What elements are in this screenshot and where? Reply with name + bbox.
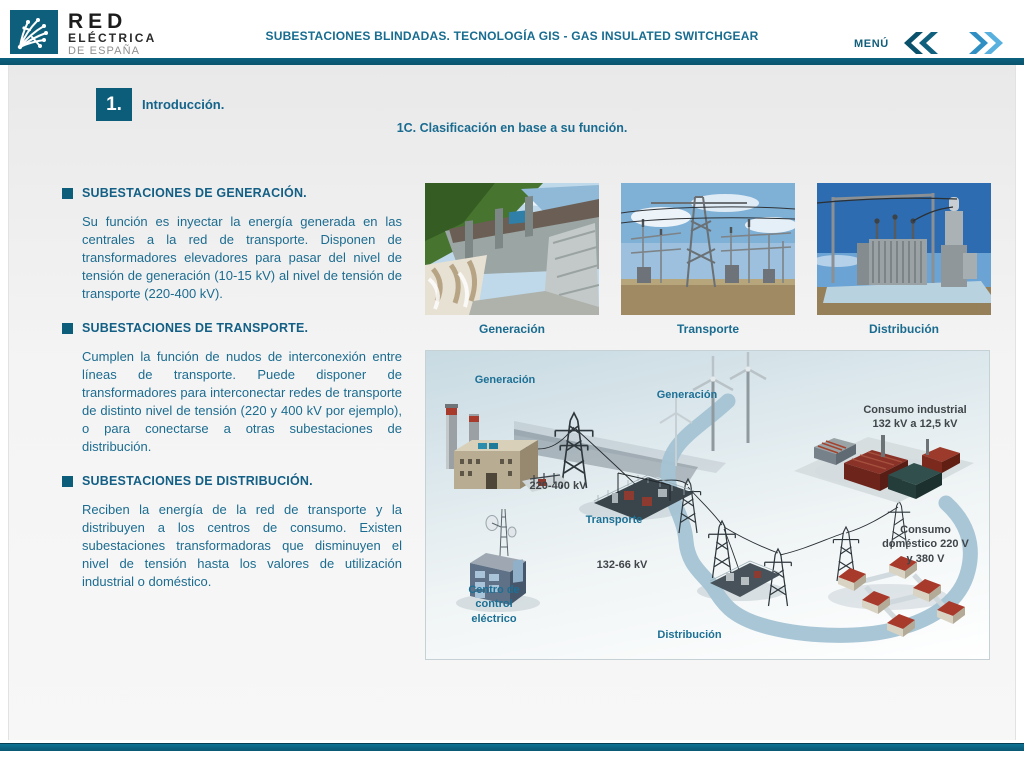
double-chevron-left-icon[interactable] <box>903 32 949 54</box>
diagram-label-220-400kv: 220-400 kV <box>529 480 587 492</box>
square-bullet-icon <box>62 188 73 199</box>
header <box>0 0 1024 58</box>
section-title: Introducción. <box>142 97 225 112</box>
topic-block-transporte <box>62 321 402 456</box>
photo-caption: Distribución <box>868 322 939 336</box>
logo-line2: ELÉCTRICA <box>68 31 157 45</box>
header-divider-bar <box>0 58 1024 65</box>
topic-heading: SUBESTACIONES DE GENERACIÓN. <box>82 186 307 200</box>
diagram-label-transporte: Transporte <box>585 514 643 526</box>
logo-line1: RED <box>68 10 128 33</box>
topic-body: Su función es inyectar la energía generada en las centrales a la red de transporte. Disponen de transformadores elevadores para pasar del nivel de tensión de generación (10-15 kV) al nivel de tensión de transporte (220-400 kV). <box>82 214 402 301</box>
photo-caption: Generación <box>478 322 546 336</box>
logo-icon <box>10 10 58 54</box>
square-bullet-icon <box>62 476 73 487</box>
topics-column <box>62 186 402 609</box>
diagram-label-centro-control: Centro de control eléctrico <box>468 584 520 625</box>
section-subtitle: 1C. Clasificación en base a su función. <box>396 121 628 135</box>
logo-line3: DE ESPAÑA <box>68 45 141 57</box>
diagram-label-consumo-industrial: Consumo industrial 132 kV a 12,5 kV <box>863 404 967 431</box>
topic-body: Cumplen la función de nudos de interconexión entre líneas de transporte. Puede disponer de transformadores para interconectar redes de transporte de distinto nivel de tensión (220 y 400 kV por ejemplo), o para conectarse a otras subestaciones de distribución. <box>82 349 402 454</box>
topic-heading-row <box>62 474 402 488</box>
photo-distribucion <box>817 183 991 336</box>
grid-diagram <box>425 350 990 660</box>
menu-button[interactable]: MENÚ <box>854 38 889 50</box>
topic-block-generacion <box>62 186 402 303</box>
footer-bar <box>0 743 1024 751</box>
photo-transporte <box>621 183 795 336</box>
transmission-substation-photo-illustration <box>621 183 795 315</box>
dam-photo-illustration <box>425 183 599 315</box>
topic-body: Reciben la energía de la red de transporte y la distribuyen a los centros de consumo. Existen subestaciones transformadoras que disminuyen el nivel de tensión hasta los valores de utilización industrial o doméstico. <box>82 502 402 589</box>
diagram-label-generacion-plant: Generación <box>474 374 536 386</box>
section-number-badge: 1. <box>96 88 132 121</box>
square-bullet-icon <box>62 323 73 334</box>
diagram-label-132-66kv: 132-66 kV <box>596 559 648 571</box>
logo-text <box>68 10 156 57</box>
topic-heading: SUBESTACIONES DE TRANSPORTE. <box>82 321 309 335</box>
double-chevron-right-icon[interactable] <box>958 32 1004 54</box>
photos-row <box>425 183 991 336</box>
topic-heading: SUBESTACIONES DE DISTRIBUCIÓN. <box>82 474 313 488</box>
photo-caption: Transporte <box>676 322 739 336</box>
photo-generacion <box>425 183 599 336</box>
topic-block-distribucion <box>62 474 402 591</box>
topic-heading-row <box>62 186 402 200</box>
diagram-label-generacion-wind: Generación <box>656 389 718 401</box>
logo <box>10 10 156 57</box>
page-title: SUBESTACIONES BLINDADAS. TECNOLOGÍA GIS - GAS INSULATED SWITCHGEAR <box>265 29 759 43</box>
diagram-label-consumo-domestico: Consumo doméstico 220 V y 380 V <box>882 524 969 565</box>
diagram-label-distribucion: Distribución <box>657 629 722 641</box>
topic-heading-row <box>62 321 402 335</box>
distribution-substation-photo-illustration <box>817 183 991 315</box>
